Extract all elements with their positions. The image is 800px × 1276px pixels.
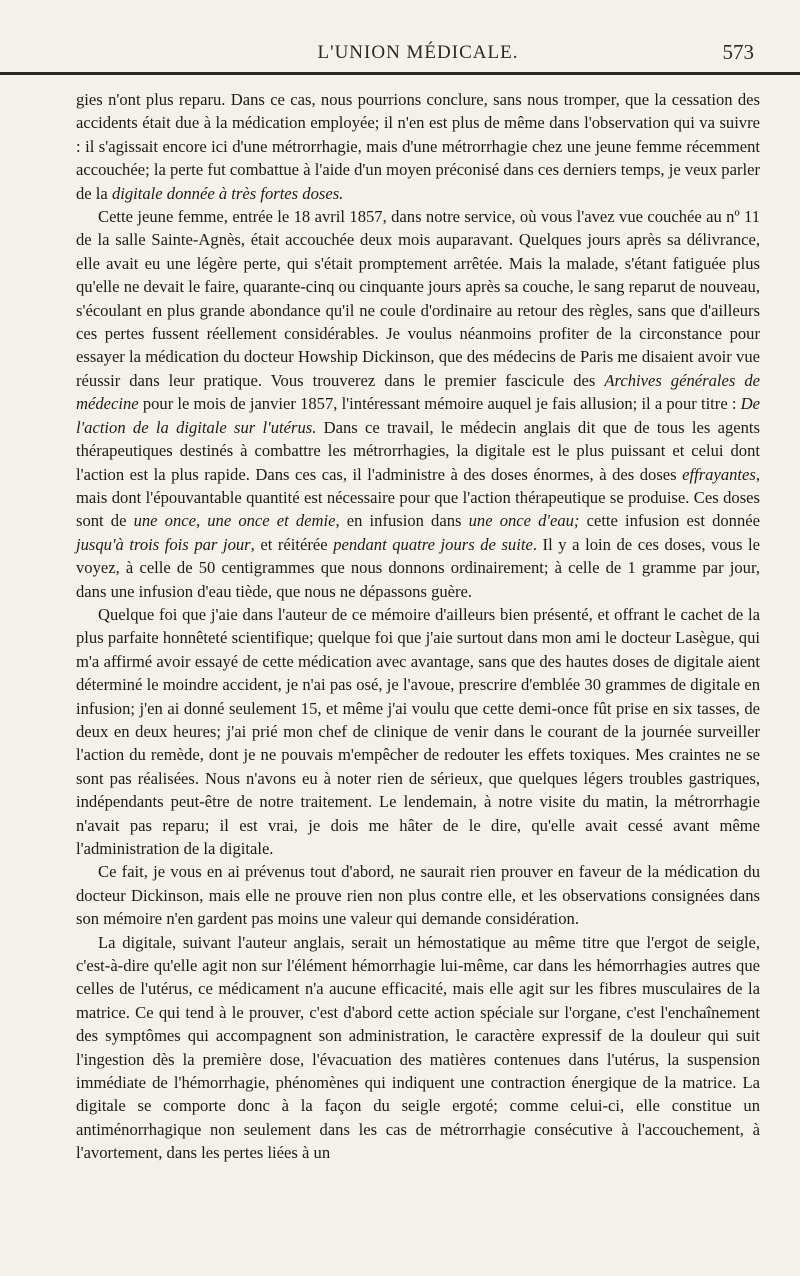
page-header: [76, 0, 760, 62]
italic-text: digitale donnée à très fortes doses.: [111, 183, 344, 203]
italic-text: De l'action de la digitale sur l'utérus.: [76, 394, 760, 437]
text-run: La digitale, suivant l'auteur anglais, serait un hémostatique au même titre que l'ergot de seigle, c'est-à-dire qu'elle agit non sur l'élément hémorrhagie lui-même, car dans les hémorrhagies autres que celles de l'utérus, ce médicament n'a aucune efficacité, mais elle agit sur les fibres musculaires de la matrice. Ce qui tend à le prouver, c'est d'abord cette action spéciale sur l'organe, c'est l'enchaînement des symptômes qui accompagnent son administration, le caractère expressif de la douleur qui suit l'ingestion dès la première dose, l'évacuation des matières contenues dans l'utérus, la suspension immédiate de l'hémorrhagie, phénomènes qui indiquent une contraction énergique de la matrice. La digitale se comporte donc à la façon du seigle ergoté; comme celui-ci, elle constitue un antiménorrhagique non seulement dans les cas de métrorrhagie consécutive à l'accouchement, à l'avortement, dans les pertes liées à un: [76, 932, 760, 1163]
body-text: [76, 88, 760, 1165]
italic-text: une once, une once et demie: [133, 511, 336, 531]
text-run: gies n'ont plus reparu. Dans ce cas, nous pourrions conclure, sans nous tromper, que la cessation des accidents était due à la médication employée; il n'en est plus de même dans l'observation qui va suivre : il s'agissait encore ici d'une métrorrhagie, mais d'une métrorrhagie chez une jeune femme récemment accouchée; la perte fut combattue à l'aide d'un moyen préconisé dans ces derniers temps, je veux parler de la: [76, 90, 760, 203]
text-run: Dans ce travail, le médecin anglais dit que de tous les agents thérapeutiques destinés à combattre les métrorrhagies, la digitale est le plus puissant et celui dont l'action est la plus rapide. Dans ces cas, il l'administre à des doses énormes, à des doses: [76, 417, 760, 484]
running-title: L'UNION MÉDICALE.: [317, 42, 519, 63]
text-run: , mais dont l'épouvantable quantité est nécessaire pour que l'action thérapeutique se produise. Ces doses sont de: [76, 464, 760, 531]
text-run: Quelque foi que j'aie dans l'auteur de ce mémoire d'ailleurs bien présenté, et offrant le cachet de la plus parfaite honnêteté scientifique; quelque foi que j'aie surtout dans mon ami le docteur Lasègue, qui m'a affirmé avoir essayé de cette médication avec avantage, sans que des hautes doses de digitale aient déterminé le moindre accident, je n'ai pas osé, je l'avoue, prescrire d'emblée 30 grammes de digitale en infusion; j'en ai donné seulement 15, et même j'ai voulu que cette demi-once fût prise en six tasses, de deux en deux heures; j'ai prié mon chef de clinique de venir dans le courant de la journée surveiller l'action du remède, dont je ne pouvais m'empêcher de redouter les effets toxiques. Mes craintes ne se sont pas réalisées. Nous n'avons eu à noter rien de sérieux, que quelques légers troubles gastriques, indépendants peut-être de notre traitement. Le lendemain, à notre visite du matin, la métrorrhagie n'avait pas reparu; il est vrai, je dois me hâter de le dire, qu'elle avait cessé avant même l'administration de la digitale.: [76, 604, 760, 858]
text-run: Cette jeune femme, entrée le 18 avril 1857, dans notre service, où vous l'avez vue couchée au nº 11 de la salle Sainte-Agnès, était accouchée deux mois auparavant. Quelques jours après sa délivrance, elle avait eu une légère perte, qui s'était promptement arrêtée. Mais la malade, s'étant fatiguée plus qu'elle ne devait le faire, quarante-cinq ou cinquante jours après sa couche, le sang reparut de nouveau, s'écoulant en plus grande abondance qu'il ne coule d'ordinaire au retour des règles, sans que d'ailleurs ces pertes fussent réellement considérables. Je voulus néanmoins profiter de la circonstance pour essayer la médication du docteur Howship Dickinson, que des médecins de Paris me disaient avoir vue réussir dans leur pratique. Vous trouverez dans le premier fascicule des: [76, 207, 760, 390]
paragraph: [76, 603, 760, 860]
italic-text: jusqu'à trois fois par jour: [76, 534, 251, 554]
italic-text: effrayantes: [682, 464, 756, 484]
text-run: , en infusion dans: [335, 511, 469, 531]
italic-text: une once d'eau;: [468, 511, 580, 531]
text-run: , et réitérée: [250, 534, 334, 554]
paragraph: [76, 205, 760, 603]
paragraph: [76, 88, 760, 205]
italic-text: pendant quatre jours de suite: [333, 534, 533, 554]
text-run: . Il y a loin de ces doses, vous le voyez, à celle de 50 centigrammes que nous donnons ordinairement; à celle de 1 gramme par jour, dans une infusion d'eau tiède, que nous ne dépassons guère.: [76, 534, 760, 601]
text-run: cette infusion est donnée: [579, 511, 761, 531]
italic-text: Archives générales de médecine: [76, 370, 760, 414]
paragraph: [76, 931, 760, 1165]
paragraph: [76, 860, 760, 930]
text-run: pour le mois de janvier 1857, l'intéressant mémoire auquel je fais allusion; il a pour titre :: [138, 394, 741, 414]
page-number: 573: [722, 40, 754, 64]
text-run: Ce fait, je vous en ai prévenus tout d'abord, ne saurait rien prouver en faveur de la médication du docteur Dickinson, mais elle ne prouve rien non plus contre elle, et les observations consignées dans son mémoire n'en gardent pas moins une valeur qui demande considération.: [76, 862, 760, 929]
header-rule: [0, 72, 800, 75]
